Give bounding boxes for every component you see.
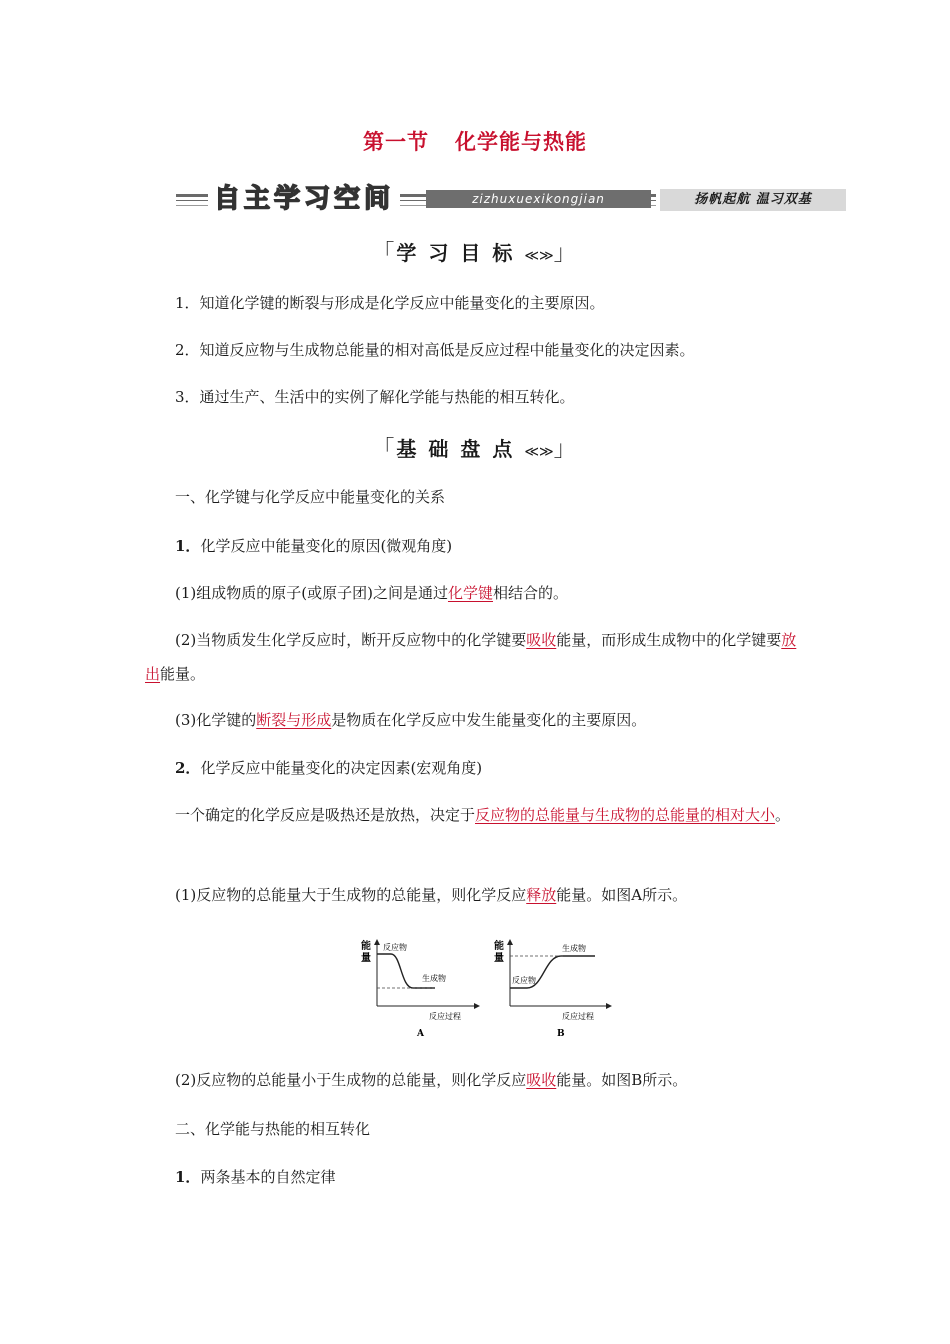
part-heading: 二、化学能与热能的相互转化 [175, 1120, 371, 1138]
bracket-close: 」 [553, 437, 578, 462]
paragraph [175, 576, 809, 610]
text-run: 一个确定的化学反应是吸热还是放热，决定于 [175, 806, 476, 824]
x-axis-label: 反应过程 [562, 1012, 594, 1021]
energy-diagram-figure [355, 934, 615, 1042]
y-axis-label: 量 [361, 953, 371, 964]
text-run: (1)反应物的总能量大于生成物的总能量，则化学反应 [175, 886, 527, 904]
text-run: 能量。 [160, 665, 206, 683]
x-axis-label: 反应过程 [429, 1012, 461, 1021]
answer-blank: 化学键 [447, 584, 493, 602]
item-number: 2． [175, 759, 201, 777]
diagram-caption: B [557, 1029, 565, 1039]
bracket-close: 」 [553, 241, 578, 266]
product-label: 生成物 [422, 974, 446, 983]
banner-motto: 扬帆起航 温习双基 [660, 189, 846, 211]
paragraph [175, 878, 809, 912]
item-heading-text: 化学反应中能量变化的决定因素(宏观角度) [200, 759, 483, 777]
item-heading [175, 529, 809, 563]
bracket-open: 「 [372, 241, 397, 266]
text-run: 能量。如图B所示。 [556, 1071, 688, 1089]
paragraph [145, 623, 809, 691]
banner-heading: 自主学习空间 [208, 182, 400, 216]
text-run: 能量。如图A所示。 [556, 886, 688, 904]
text-run: 。 [775, 806, 791, 824]
text-run: (3)化学键的 [175, 711, 257, 729]
section-header-text: 基础盘点 [396, 437, 525, 461]
item-heading-text: 化学反应中能量变化的原因(微观角度) [200, 537, 453, 555]
paragraph [175, 1063, 809, 1097]
paragraph [175, 703, 809, 737]
section-banner [176, 186, 846, 214]
answer-blank: 释放 [526, 886, 557, 904]
answer-blank: 吸收 [526, 1071, 557, 1089]
diagram-a [361, 939, 479, 1039]
answer-blank: 反应物的总能量与生成物的总能量的相对大小 [475, 806, 776, 824]
page-title [0, 126, 950, 156]
ornament-icon: ≪≫ [524, 444, 554, 460]
bracket-open: 「 [372, 437, 397, 462]
answer-blank: 断裂与形成 [256, 711, 332, 729]
goal-item: 3．通过生产、生活中的实例了解化学能与热能的相互转化。 [175, 388, 575, 406]
text-run: 是物质在化学反应中发生能量变化的主要原因。 [331, 711, 647, 729]
diagram-b [494, 939, 611, 1039]
title-section-number: 第一节 [363, 129, 429, 154]
item-heading-text: 两条基本的自然定律 [200, 1168, 336, 1186]
answer-blank: 放出 [145, 631, 797, 683]
reactant-label: 反应物 [383, 943, 407, 952]
text-run: (1)组成物质的原子(或原子团)之间是通过 [175, 584, 448, 602]
reactant-label: 反应物 [512, 976, 536, 985]
part-heading: 一、化学键与化学反应中能量变化的关系 [175, 488, 446, 506]
product-label: 生成物 [562, 944, 586, 953]
section-header-text: 学习目标 [396, 241, 525, 265]
y-axis-label: 能 [361, 941, 371, 952]
title-text: 化学能与热能 [455, 129, 587, 154]
item-heading [175, 751, 809, 785]
section-header-basics [0, 432, 950, 463]
text-run: (2)当物质发生化学反应时，断开反应物中的化学键要 [175, 631, 527, 649]
y-axis-label: 能 [494, 941, 504, 952]
text-run: 能量，而形成生成物中的化学键要 [556, 631, 782, 649]
y-axis-label: 量 [494, 953, 504, 964]
item-heading [175, 1160, 809, 1194]
item-number: 1． [175, 537, 201, 555]
section-header-goals [0, 236, 950, 267]
diagram-caption: A [417, 1029, 424, 1039]
goal-item: 1．知道化学键的断裂与形成是化学反应中能量变化的主要原因。 [175, 294, 605, 312]
ornament-icon: ≪≫ [524, 248, 554, 264]
goal-item: 2．知道反应物与生成物总能量的相对高低是反应过程中能量变化的决定因素。 [175, 341, 695, 359]
answer-blank: 吸收 [526, 631, 557, 649]
text-run: 相结合的。 [492, 584, 568, 602]
banner-pinyin: zizhuxuexikongjian [426, 190, 651, 208]
text-run: (2)反应物的总能量小于生成物的总能量，则化学反应 [175, 1071, 527, 1089]
item-number: 1． [175, 1168, 201, 1186]
paragraph [145, 798, 809, 832]
